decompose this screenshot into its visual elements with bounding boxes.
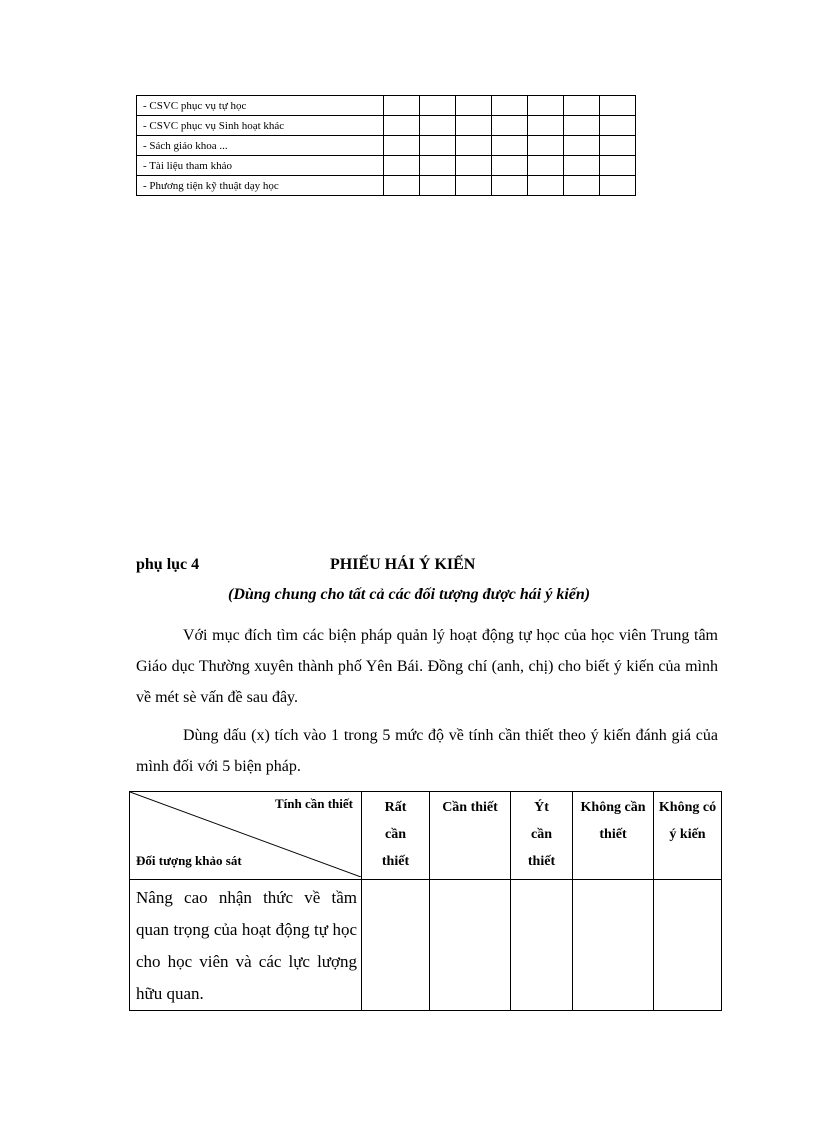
rating-cell — [492, 136, 528, 156]
row-label: - CSVC phục vụ tự học — [137, 96, 384, 116]
diagonal-header-cell — [130, 792, 362, 880]
rating-cell — [420, 116, 456, 136]
rating-cell — [384, 156, 420, 176]
subject-label: Đối tượng khảo sát — [136, 853, 242, 868]
rating-cell — [600, 156, 636, 176]
row-label: - Tài liệu tham khảo — [137, 156, 384, 176]
rating-cell — [456, 96, 492, 116]
section-heading — [136, 556, 736, 578]
rating-cell — [511, 880, 573, 1011]
table-row — [137, 176, 636, 196]
table-row — [130, 880, 722, 1011]
rating-cell — [654, 880, 722, 1011]
column-header: Cần thiết — [430, 792, 511, 880]
rating-cell — [420, 96, 456, 116]
rating-cell — [362, 880, 430, 1011]
rating-cell — [564, 156, 600, 176]
column-header: Rất cần thiết — [362, 792, 430, 880]
resource-table — [136, 95, 636, 196]
rating-cell — [600, 96, 636, 116]
rating-cell — [564, 116, 600, 136]
measure-text: Nâng cao nhận thức về tầm quan trọng của hoạt động tự học cho học viên và các lực lượng hữu quan. — [130, 880, 362, 1011]
rating-cell — [384, 136, 420, 156]
rating-cell — [528, 176, 564, 196]
row-label: - Phương tiện kỹ thuật dạy học — [137, 176, 384, 196]
rating-cell — [564, 176, 600, 196]
rating-cell — [528, 156, 564, 176]
row-label: - CSVC phục vụ Sinh hoạt khác — [137, 116, 384, 136]
criteria-label: Tính cần thiết — [274, 796, 353, 811]
column-header: Không có ý kiến — [654, 792, 722, 880]
rating-cell — [573, 880, 654, 1011]
rating-cell — [492, 176, 528, 196]
rating-cell — [384, 116, 420, 136]
rating-cell — [492, 156, 528, 176]
rating-cell — [528, 136, 564, 156]
table-row — [137, 156, 636, 176]
table-row — [137, 136, 636, 156]
instruction-paragraph: Dùng dấu (x) tích vào 1 trong 5 mức độ về tính cần thiết theo ý kiến đánh giá của mình đối với 5 biện pháp. — [136, 727, 718, 775]
rating-cell — [384, 176, 420, 196]
rating-cell — [564, 96, 600, 116]
rating-cell — [600, 176, 636, 196]
rating-cell — [420, 176, 456, 196]
header-row — [130, 792, 722, 880]
rating-cell — [430, 880, 511, 1011]
intro-paragraph: Với mục đích tìm các biện pháp quản lý hoạt động tự học của học viên Trung tâm Giáo dục Thường xuyên thành phố Yên Bái. Đồng chí (anh, chị) cho biết ý kiến của mình về mét sè vấn đề sau đây. — [136, 627, 718, 706]
rating-cell — [384, 96, 420, 116]
rating-cell — [600, 136, 636, 156]
rating-cell — [420, 156, 456, 176]
column-header: Không cần thiết — [573, 792, 654, 880]
table-row — [137, 116, 636, 136]
rating-cell — [600, 116, 636, 136]
survey-table — [129, 791, 722, 1011]
rating-cell — [528, 116, 564, 136]
rating-cell — [492, 96, 528, 116]
rating-cell — [456, 156, 492, 176]
rating-cell — [528, 96, 564, 116]
appendix-label: phụ lục 4 — [136, 556, 200, 573]
rating-cell — [564, 136, 600, 156]
table-row — [137, 96, 636, 116]
rating-cell — [456, 176, 492, 196]
rating-cell — [492, 116, 528, 136]
rating-cell — [420, 136, 456, 156]
column-header: Ýt cần thiết — [511, 792, 573, 880]
form-subtitle: (Dùng chung cho tất cả các đối tượng được hái ý kiến) — [228, 586, 591, 603]
form-title: PHIẾU HÁI Ý KIẾN — [330, 556, 476, 573]
rating-cell — [456, 136, 492, 156]
row-label: - Sách giáo khoa ... — [137, 136, 384, 156]
rating-cell — [456, 116, 492, 136]
